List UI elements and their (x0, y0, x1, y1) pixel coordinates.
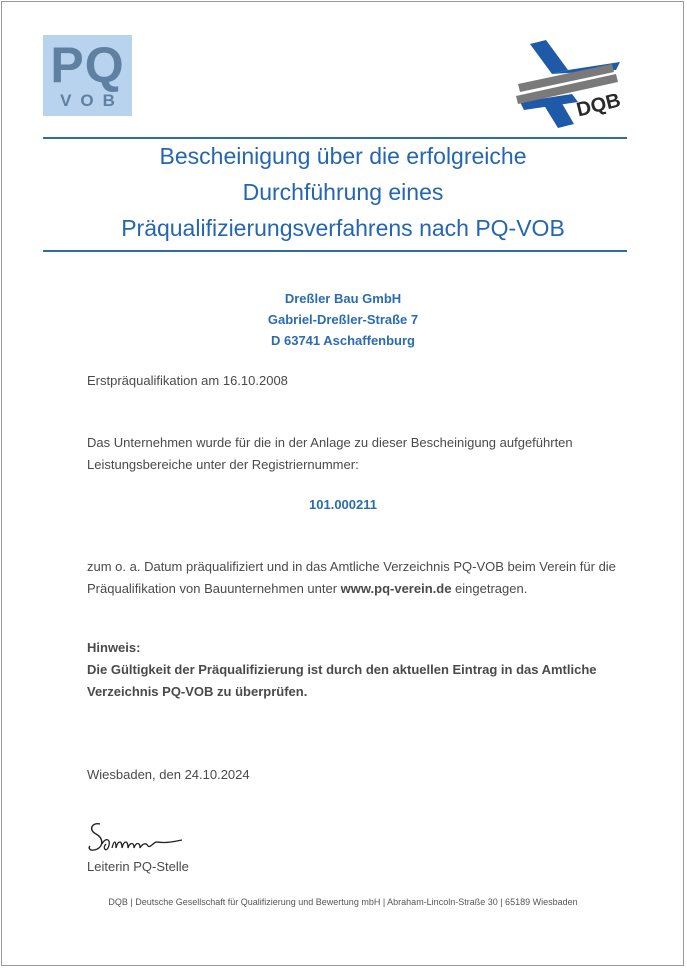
statement-line-2 (87, 578, 667, 600)
notice-heading: Hinweis: (87, 640, 141, 655)
title-line-3: Präqualifizierungsverfahrens nach PQ-VOB (121, 215, 565, 241)
notice-block (87, 637, 667, 703)
pq-verein-link[interactable]: www.pq-verein.de (340, 581, 452, 596)
first-prequalification: Erstpräqualifikation am 16.10.2008 (87, 373, 288, 388)
intro-line-1: Das Unternehmen wurde für die in der Anlage zu dieser Bescheinigung aufgeführten (87, 435, 573, 450)
certificate-title (43, 138, 643, 246)
place-date: Wiesbaden, den 24.10.2024 (87, 767, 250, 782)
dqb-logo-text: DQB (574, 89, 623, 122)
notice-line-1: Die Gültigkeit der Präqualifizierung ist durch den aktuellen Eintrag in das Amtliche (87, 662, 597, 677)
notice-line-2: Verzeichnis PQ-VOB zu überprüfen. (87, 684, 308, 699)
company-address (43, 288, 643, 351)
registration-number: 101.000211 (309, 497, 377, 512)
company-street: Gabriel-Dreßler-Straße 7 (267, 312, 419, 327)
company-city: D 63741 Aschaffenburg (270, 333, 415, 348)
footer-address: DQB | Deutsche Gesellschaft für Qualifizierung und Bewertung mbH | Abraham-Lincoln-Straße 30 | 65189 Wiesbaden (108, 897, 578, 907)
pq-logo-text: PQ (50, 37, 125, 93)
intro-line-2: Leistungsbereiche unter der Registriernummer: (87, 457, 359, 472)
handwritten-signature (86, 818, 186, 860)
statement-line-1: zum o. a. Datum präqualifiziert und in das Amtliche Verzeichnis PQ-VOB beim Verein für die (87, 559, 616, 574)
pq-vob-logo (43, 35, 132, 116)
vob-logo-text: VOB (60, 91, 124, 110)
statement-line-2-pre: Präqualifikation von Bauunternehmen unter (87, 581, 341, 596)
statement-line-2-post: eingetragen. (451, 581, 528, 596)
title-line-1: Bescheinigung über die erfolgreiche (159, 143, 527, 169)
statement-paragraph (87, 556, 667, 600)
company-name: Dreßler Bau GmbH (284, 291, 402, 306)
intro-paragraph (87, 432, 667, 476)
signer-title: Leiterin PQ-Stelle (87, 859, 189, 874)
title-line-2: Durchführung eines (242, 179, 444, 205)
bottom-rule (43, 250, 627, 252)
dqb-logo (512, 40, 628, 128)
